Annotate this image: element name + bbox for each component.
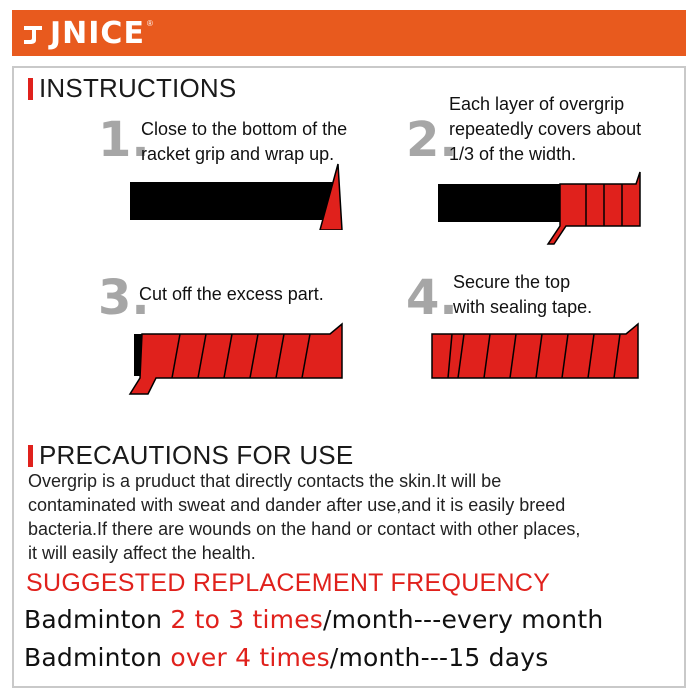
frequency-title: SUGGESTED REPLACEMENT FREQUENCY <box>26 569 551 597</box>
step-2-grip-illustration <box>436 170 646 246</box>
step-2-line-3: 1/3 of the width. <box>449 144 577 164</box>
precautions-title: PRECAUTIONS FOR USE <box>39 440 354 470</box>
step-4-line-1: Secure the top <box>453 272 571 292</box>
step-4-number: 4. <box>406 270 458 326</box>
precautions-line-1: Overgrip is a pruduct that directly contacts the skin.It will be <box>28 471 502 491</box>
frequency-row-1-amount: 2 to 3 times <box>170 605 324 634</box>
registered-mark: ® <box>146 18 153 28</box>
step-1-line-1: Close to the bottom of the <box>141 119 348 139</box>
frequency-row-1 <box>24 605 603 634</box>
frequency-row-1-rest: /month---every month <box>323 605 604 634</box>
step-2-text <box>449 92 641 167</box>
step-3-grip-illustration <box>126 322 348 398</box>
instructions-heading <box>28 73 236 104</box>
brand-logo <box>22 17 153 49</box>
frequency-row-1-sport: Badminton <box>24 605 171 634</box>
heading-accent-bar <box>28 78 33 100</box>
step-1-line-2: racket grip and wrap up. <box>141 144 335 164</box>
step-3-text <box>139 282 324 307</box>
precautions-line-2: contaminated with sweat and dander after use,and it is easily breed <box>28 495 566 515</box>
brand-name: JNICE <box>50 15 145 51</box>
precautions-heading <box>28 440 353 471</box>
step-3-line-1: Cut off the excess part. <box>139 284 324 304</box>
step-4-line-2: with sealing tape. <box>453 297 593 317</box>
overgrip-wrap <box>432 324 638 378</box>
step-2-line-1: Each layer of overgrip <box>449 94 625 114</box>
step-1-number: 1. <box>98 112 150 168</box>
logo-mark-icon <box>22 20 48 46</box>
frequency-row-2-amount: over 4 times <box>170 643 330 672</box>
instructions-title: INSTRUCTIONS <box>39 73 237 103</box>
step-3-number: 3. <box>98 270 150 326</box>
step-1-text <box>141 117 347 167</box>
heading-accent-bar <box>28 445 33 467</box>
precautions-body <box>28 469 678 565</box>
step-4-text <box>453 270 592 320</box>
grip-handle <box>130 182 334 220</box>
precautions-line-3: bacteria.If there are wounds on the hand or contact with other places, <box>28 519 581 539</box>
frequency-row-2-sport: Badminton <box>24 643 171 672</box>
step-2-number: 2. <box>406 112 458 168</box>
frequency-row-2 <box>24 643 548 672</box>
step-2-line-2: repeatedly covers about <box>449 119 642 139</box>
precautions-line-4: it will easily affect the health. <box>28 543 256 563</box>
frequency-row-2-rest: /month---15 days <box>329 643 549 672</box>
overgrip-wrap <box>548 172 640 244</box>
step-1-grip-illustration <box>128 162 344 230</box>
step-4-grip-illustration <box>430 322 644 382</box>
